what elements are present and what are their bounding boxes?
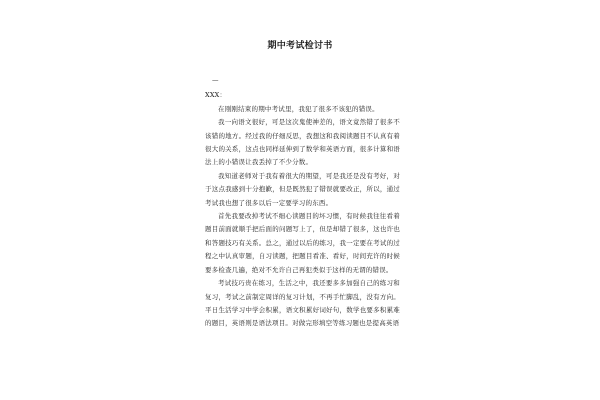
dash-line: —: [212, 76, 219, 84]
paragraph-2: 我一向语文很好，可是这次鬼使神差的，语文竟然错了很多不该错的地方。经过我的仔细反思，我想这和我阅读题目不认真有着很大的关系，这点也同样延伸到了数学和英语方面，很多计算和语法上的小错误让我丢掉了不少分数。: [205, 118, 400, 167]
paragraph-5: 考试技巧贵在练习，生活之中，我还要多多加强自己的练习和复习，考试之前制定周详的复习计划，不再手忙脚乱，没有方向。平日生活学习中学会积累，语文积累好词好句，数学也要多积累难的题目，英语则是语法项目。对做完形填空等练习题也是提高英语: [205, 279, 400, 328]
document-title: 期中考试检讨书: [267, 41, 333, 51]
paragraph-4: 首先我要改掉考试不细心读题目的坏习惯，有时候我往往看着题目前面就顺手把后面的问题写上了，但是却错了很多，这也许也和答题技巧有关系。总之，通过以后的练习，我一定要在考试的过程之中认真审题，自习读题，把题目看准、看好，时间充许的时候要多检查几遍，绝对不允许自己再犯类似于这样的无谓的错误。: [205, 212, 400, 274]
salutation: XXX：: [205, 91, 227, 100]
paragraph-3: 我知道老师对于我有着很大的期望，可是我还是没有考好，对于这点我感到十分抱歉，但是既然犯了错误就要改正，所以，通过考试我也想了很多以后一定要学习的东西。: [205, 171, 400, 207]
document-body: [205, 74, 400, 331]
paragraph-1: 在刚刚结束的期中考试里，我犯了很多不该犯的错误。: [218, 104, 379, 113]
